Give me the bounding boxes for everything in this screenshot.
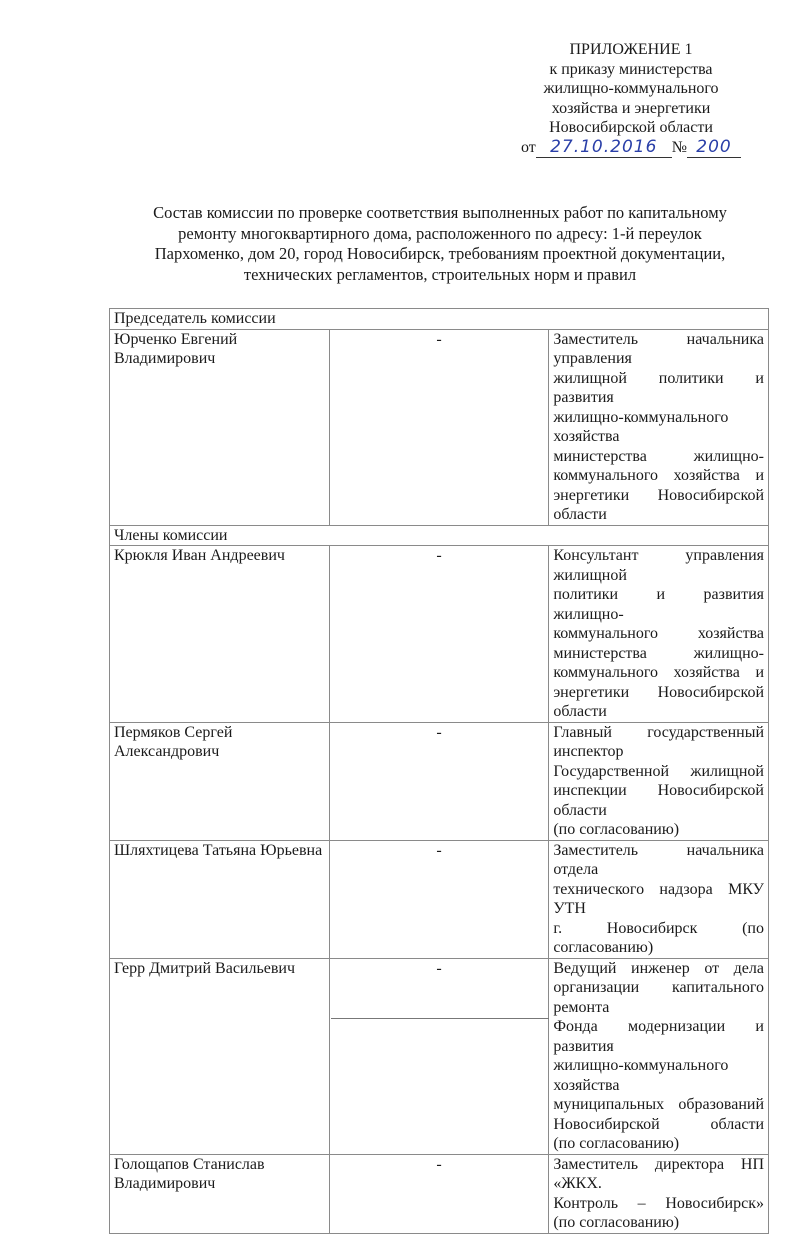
member-name bbox=[110, 722, 330, 840]
role-line: энергетики Новосибирской области bbox=[553, 683, 764, 720]
role-line: жилищно-коммунального хозяйства bbox=[553, 1057, 729, 1094]
name-line: Пермяков Сергей Александрович bbox=[114, 723, 233, 760]
role-line: Заместитель директора НП «ЖКХ. bbox=[553, 1155, 764, 1192]
member-role bbox=[549, 840, 769, 958]
role-line: Заместитель начальника отдела bbox=[553, 841, 764, 878]
role-line: жилищно-коммунального хозяйства bbox=[553, 408, 729, 445]
member-role bbox=[549, 329, 769, 525]
role-line: Ведущий инженер от дела bbox=[553, 959, 764, 977]
document-title bbox=[100, 203, 780, 285]
role-line: Государственной жилищной bbox=[553, 762, 764, 780]
role-line: инспекции Новосибирской области bbox=[553, 782, 764, 819]
order-date-number bbox=[480, 138, 782, 159]
member-name bbox=[110, 546, 330, 723]
dash-cell: - bbox=[329, 722, 549, 840]
role-line: (по согласованию) bbox=[553, 1214, 680, 1231]
member-role bbox=[549, 546, 769, 723]
dash-cell: - bbox=[329, 958, 549, 1154]
member-name bbox=[110, 958, 330, 1154]
dash-cell: - bbox=[329, 1154, 549, 1233]
role-line: г. Новосибирск (по согласованию) bbox=[553, 919, 764, 956]
handwritten-date: 27.10.2016 bbox=[536, 138, 672, 159]
title-line: ремонту многоквартирного дома, расположенного по адресу: 1-й переулок bbox=[178, 223, 702, 243]
appendix-header bbox=[480, 40, 782, 158]
member-name bbox=[110, 1154, 330, 1233]
role-line: Контроль – Новосибирск» bbox=[553, 1194, 764, 1212]
commission-table bbox=[109, 308, 769, 1234]
role-line: Фонда модернизации и развития bbox=[553, 1018, 764, 1055]
name-line: Шляхтицева Татьяна Юрьевна bbox=[114, 841, 323, 859]
appendix-title: ПРИЛОЖЕНИЕ 1 bbox=[569, 41, 693, 58]
member-role bbox=[549, 1154, 769, 1233]
role-line: коммунального хозяйства и bbox=[553, 467, 764, 484]
role-line: министерства жилищно- bbox=[553, 447, 764, 465]
role-line: Консультант управления жилищной bbox=[553, 547, 764, 584]
name-line: Герр Дмитрий Васильевич bbox=[114, 959, 296, 977]
title-line: технических регламентов, строительных норм и правил bbox=[243, 264, 637, 284]
role-line: муниципальных образований bbox=[553, 1096, 764, 1113]
handwritten-number: 200 bbox=[687, 138, 741, 159]
member-name bbox=[110, 329, 330, 525]
section-row-members bbox=[110, 525, 769, 546]
role-line: Заместитель начальника управления bbox=[553, 330, 764, 367]
role-line: (по согласованию) bbox=[553, 1135, 680, 1152]
member-name bbox=[110, 840, 330, 958]
role-line: технического надзора МКУ УТН bbox=[553, 880, 764, 917]
table-row bbox=[110, 722, 769, 840]
table-row bbox=[110, 1154, 769, 1233]
title-line: Состав комиссии по проверке соответствия выполненных работ по капитальному bbox=[153, 203, 727, 222]
number-prefix: № bbox=[671, 138, 688, 156]
section-row-chair bbox=[110, 309, 769, 330]
role-line: политики и развития жилищно- bbox=[553, 586, 764, 623]
name-line: Юрченко Евгений Владимирович bbox=[114, 330, 238, 367]
role-line: Главный государственный инспектор bbox=[553, 723, 764, 760]
table-row bbox=[110, 329, 769, 525]
role-line: коммунального хозяйства и bbox=[553, 664, 764, 681]
section-heading: Члены комиссии bbox=[110, 525, 769, 546]
role-line: Новосибирской области bbox=[553, 1115, 764, 1133]
name-line: Владимирович bbox=[114, 1175, 216, 1192]
role-line: министерства жилищно- bbox=[553, 644, 764, 662]
footer-divider bbox=[331, 1018, 549, 1019]
appendix-line: Новосибирской области bbox=[549, 119, 713, 136]
table-row bbox=[110, 546, 769, 723]
role-line: жилищной политики и развития bbox=[553, 369, 764, 406]
appendix-line: жилищно-коммунального bbox=[543, 80, 719, 97]
dash-cell: - bbox=[329, 546, 549, 723]
dash-cell: - bbox=[329, 329, 549, 525]
role-line: коммунального хозяйства bbox=[553, 625, 764, 642]
date-prefix: от bbox=[520, 138, 536, 156]
appendix-line: хозяйства и энергетики bbox=[551, 99, 711, 117]
title-line: Пархоменко, дом 20, город Новосибирск, требованиям проектной документации, bbox=[154, 244, 726, 263]
dash-cell: - bbox=[329, 840, 549, 958]
name-line: Голощапов Станислав bbox=[114, 1155, 265, 1173]
name-line: Крюкля Иван Андреевич bbox=[114, 547, 285, 564]
table-row bbox=[110, 958, 769, 1154]
appendix-line: к приказу министерства bbox=[549, 60, 713, 78]
role-line: организации капитального ремонта bbox=[553, 979, 764, 1016]
member-role bbox=[549, 722, 769, 840]
role-line: энергетики Новосибирской области bbox=[553, 486, 764, 523]
table-row bbox=[110, 840, 769, 958]
section-heading: Председатель комиссии bbox=[110, 309, 769, 330]
member-role bbox=[549, 958, 769, 1154]
role-line: (по согласованию) bbox=[553, 821, 680, 838]
